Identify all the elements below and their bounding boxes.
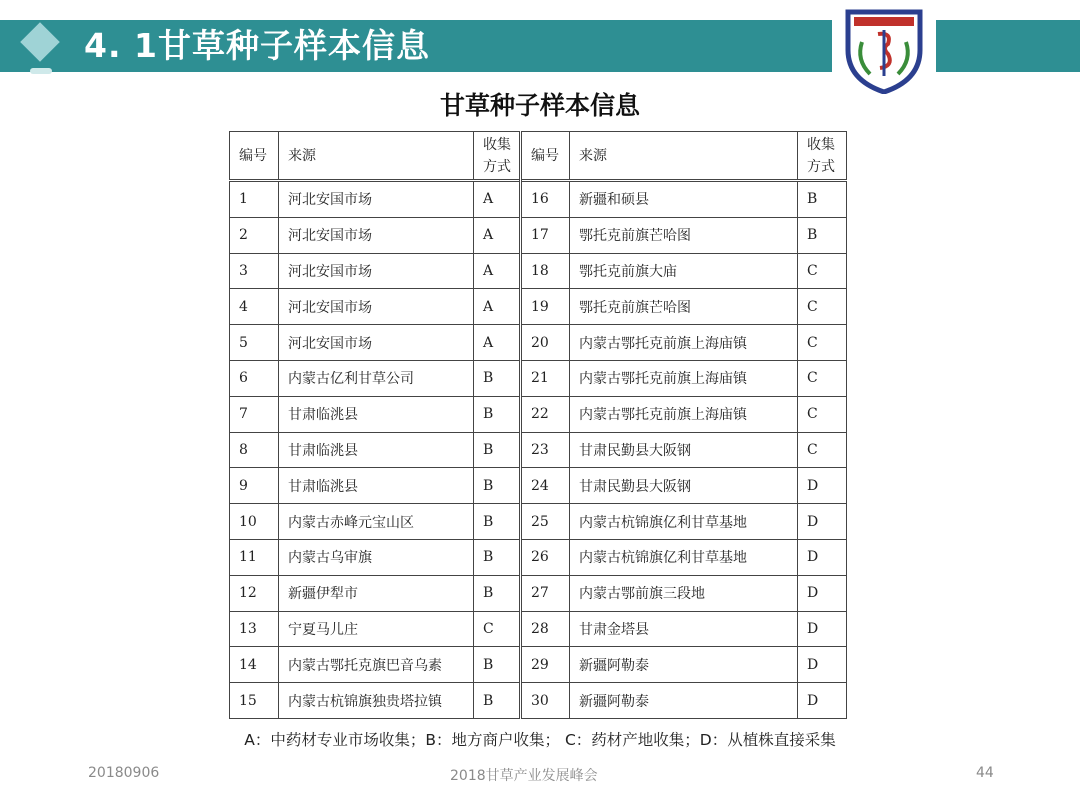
cell-method: C xyxy=(798,396,847,432)
cell-id: 7 xyxy=(230,396,279,432)
cell-id: 26 xyxy=(521,539,570,575)
cell-source: 内蒙古杭锦旗独贵塔拉镇 xyxy=(279,683,474,719)
cell-source: 河北安国市场 xyxy=(279,289,474,325)
diamond-shadow xyxy=(30,68,52,74)
cell-id: 12 xyxy=(230,575,279,611)
cell-id: 8 xyxy=(230,432,279,468)
cell-source: 鄂托克前旗大庙 xyxy=(570,253,798,289)
title-bar-right xyxy=(936,20,1080,72)
cell-id: 20 xyxy=(521,325,570,361)
cell-id: 30 xyxy=(521,683,570,719)
cell-id: 4 xyxy=(230,289,279,325)
table-row xyxy=(230,539,847,575)
cell-id: 14 xyxy=(230,647,279,683)
cell-id: 27 xyxy=(521,575,570,611)
header-method-line1: 收集 xyxy=(807,136,835,153)
cell-method: A xyxy=(474,289,521,325)
cell-method: B xyxy=(474,683,521,719)
header-source: 来源 xyxy=(279,132,474,181)
table-title: 甘草种子样本信息 xyxy=(439,91,640,120)
table-row xyxy=(230,325,847,361)
header-method-line2: 方式 xyxy=(807,158,835,175)
cell-method: B xyxy=(798,181,847,218)
cell-id: 6 xyxy=(230,360,279,396)
cell-id: 10 xyxy=(230,504,279,540)
table-row xyxy=(230,217,847,253)
header-method xyxy=(474,132,521,181)
cell-id: 17 xyxy=(521,217,570,253)
header-id: 编号 xyxy=(521,132,570,181)
table-row xyxy=(230,647,847,683)
cell-method: D xyxy=(798,504,847,540)
method-legend: A：中药材专业市场收集；B：地方商户收集； C：药材产地收集；D：从植株直接采集 xyxy=(244,731,836,749)
cell-method: B xyxy=(474,539,521,575)
cell-id: 9 xyxy=(230,468,279,504)
cell-source: 河北安国市场 xyxy=(279,325,474,361)
cell-method: B xyxy=(474,575,521,611)
cell-method: A xyxy=(474,217,521,253)
table-row xyxy=(230,683,847,719)
sample-table xyxy=(229,131,847,719)
cell-source: 甘肃民勤县大阪钢 xyxy=(570,432,798,468)
cell-method: B xyxy=(474,432,521,468)
table-row xyxy=(230,575,847,611)
cell-id: 15 xyxy=(230,683,279,719)
cell-method: C xyxy=(798,432,847,468)
cell-source: 河北安国市场 xyxy=(279,253,474,289)
university-shield-logo-icon xyxy=(842,2,926,94)
cell-source: 河北安国市场 xyxy=(279,217,474,253)
cell-method: B xyxy=(798,217,847,253)
cell-method: C xyxy=(798,253,847,289)
table-row xyxy=(230,504,847,540)
cell-method: A xyxy=(474,253,521,289)
header-method-line2: 方式 xyxy=(483,158,511,175)
cell-source: 新疆阿勒泰 xyxy=(570,647,798,683)
cell-method: D xyxy=(798,647,847,683)
cell-id: 19 xyxy=(521,289,570,325)
cell-id: 25 xyxy=(521,504,570,540)
cell-source: 新疆伊犁市 xyxy=(279,575,474,611)
cell-id: 18 xyxy=(521,253,570,289)
slide-title: 4. 1甘草种子样本信息 xyxy=(84,26,430,65)
cell-id: 5 xyxy=(230,325,279,361)
cell-method: D xyxy=(798,611,847,647)
cell-source: 内蒙古鄂前旗三段地 xyxy=(570,575,798,611)
cell-source: 甘肃临洮县 xyxy=(279,468,474,504)
cell-method: C xyxy=(474,611,521,647)
cell-id: 21 xyxy=(521,360,570,396)
footer-event: 2018甘草产业发展峰会 xyxy=(450,768,598,784)
table-row xyxy=(230,289,847,325)
cell-source: 内蒙古杭锦旗亿利甘草基地 xyxy=(570,504,798,540)
cell-id: 2 xyxy=(230,217,279,253)
cell-source: 内蒙古鄂托克前旗上海庙镇 xyxy=(570,396,798,432)
cell-method: D xyxy=(798,683,847,719)
cell-method: D xyxy=(798,575,847,611)
cell-method: A xyxy=(474,325,521,361)
table-row xyxy=(230,181,847,218)
cell-source: 甘肃金塔县 xyxy=(570,611,798,647)
table-row xyxy=(230,432,847,468)
cell-source: 鄂托克前旗芒哈图 xyxy=(570,217,798,253)
footer-date: 20180906 xyxy=(88,765,160,781)
cell-method: B xyxy=(474,647,521,683)
header-id: 编号 xyxy=(230,132,279,181)
cell-method: C xyxy=(798,289,847,325)
cell-method: A xyxy=(474,181,521,218)
table-row xyxy=(230,396,847,432)
cell-source: 甘肃临洮县 xyxy=(279,432,474,468)
cell-source: 内蒙古杭锦旗亿利甘草基地 xyxy=(570,539,798,575)
cell-id: 23 xyxy=(521,432,570,468)
cell-source: 新疆和硕县 xyxy=(570,181,798,218)
cell-id: 24 xyxy=(521,468,570,504)
cell-id: 11 xyxy=(230,539,279,575)
header-method-line1: 收集 xyxy=(483,136,511,153)
cell-id: 29 xyxy=(521,647,570,683)
table-header-row xyxy=(230,132,847,181)
table-row xyxy=(230,611,847,647)
cell-source: 内蒙古亿利甘草公司 xyxy=(279,360,474,396)
cell-source: 内蒙古鄂托克旗巴音乌素 xyxy=(279,647,474,683)
cell-id: 1 xyxy=(230,181,279,218)
cell-source: 新疆阿勒泰 xyxy=(570,683,798,719)
table-row xyxy=(230,253,847,289)
table-row xyxy=(230,468,847,504)
cell-id: 22 xyxy=(521,396,570,432)
cell-source: 内蒙古鄂托克前旗上海庙镇 xyxy=(570,360,798,396)
cell-source: 甘肃民勤县大阪钢 xyxy=(570,468,798,504)
cell-method: D xyxy=(798,468,847,504)
cell-source: 内蒙古鄂托克前旗上海庙镇 xyxy=(570,325,798,361)
cell-source: 内蒙古乌审旗 xyxy=(279,539,474,575)
header-source: 来源 xyxy=(570,132,798,181)
cell-id: 13 xyxy=(230,611,279,647)
cell-id: 16 xyxy=(521,181,570,218)
header-method xyxy=(798,132,847,181)
cell-source: 宁夏马儿庄 xyxy=(279,611,474,647)
cell-source: 内蒙古赤峰元宝山区 xyxy=(279,504,474,540)
cell-id: 3 xyxy=(230,253,279,289)
cell-method: B xyxy=(474,468,521,504)
cell-method: B xyxy=(474,396,521,432)
cell-source: 河北安国市场 xyxy=(279,181,474,218)
footer-page-number: 44 xyxy=(976,765,994,781)
table-row xyxy=(230,360,847,396)
cell-method: B xyxy=(474,360,521,396)
cell-method: C xyxy=(798,360,847,396)
cell-method: D xyxy=(798,539,847,575)
cell-method: B xyxy=(474,504,521,540)
cell-id: 28 xyxy=(521,611,570,647)
cell-source: 甘肃临洮县 xyxy=(279,396,474,432)
cell-method: C xyxy=(798,325,847,361)
cell-source: 鄂托克前旗芒哈图 xyxy=(570,289,798,325)
